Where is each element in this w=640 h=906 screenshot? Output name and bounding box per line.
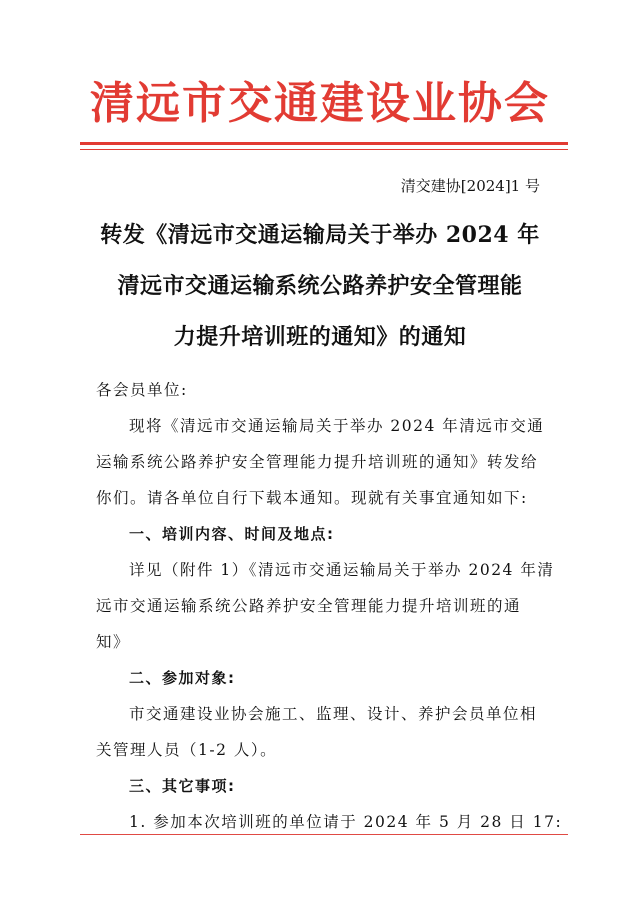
footer-rule	[80, 834, 568, 835]
body-line: 你们。请各单位自行下载本通知。现就有关事宜通知如下:	[96, 489, 528, 507]
section-heading: 二、参加对象:	[129, 669, 236, 687]
section-heading: 一、培训内容、时间及地点:	[129, 525, 335, 543]
body-line: 1. 参加本次培训班的单位请于 2024 年 5 月 28 日 17:	[129, 813, 563, 831]
body-line: 现将《清远市交通运输局关于举办 2024 年清远市交通	[129, 417, 545, 435]
section-heading: 三、其它事项:	[129, 777, 236, 795]
body-line: 详见（附件 1）《清远市交通运输局关于举办 2024 年清	[129, 561, 555, 579]
title-line: 清远市交通运输系统公路养护安全管理能	[117, 273, 523, 299]
title-line: 转发《清远市交通运输局关于举办 2024 年	[100, 222, 540, 248]
document-title	[70, 210, 570, 363]
organization-header: 清远市交通建设业协会	[90, 78, 550, 129]
body-line: 关管理人员（1-2 人）。	[96, 741, 278, 759]
body-line: 知》	[96, 633, 131, 651]
title-line: 力提升培训班的通知》的通知	[173, 324, 467, 350]
document-body	[96, 372, 563, 840]
body-line: 运输系统公路养护安全管理能力提升培训班的通知》转发给	[96, 453, 539, 471]
body-line: 市交通建设业协会施工、监理、设计、养护会员单位相	[129, 705, 538, 723]
header-rule-thick	[80, 142, 568, 145]
body-line: 远市交通运输系统公路养护安全管理能力提升培训班的通	[96, 597, 522, 615]
document-number: 清交建协[2024]1 号	[400, 177, 540, 195]
salutation: 各会员单位:	[96, 381, 188, 399]
header-rule-thin	[80, 149, 568, 150]
